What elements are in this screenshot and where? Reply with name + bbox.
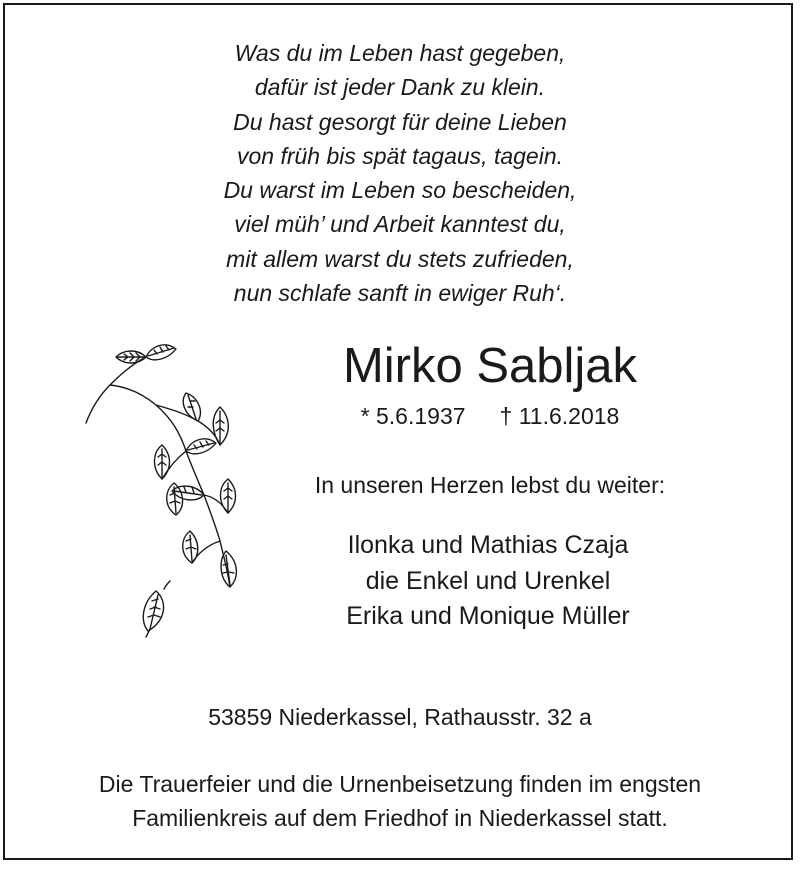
mourners-list (238, 528, 738, 635)
notice-line: Familienkreis auf dem Friedhof in Niederkassel statt. (132, 805, 668, 831)
poem-line: von früh bis spät tagaus, tagein. (236, 142, 564, 169)
poem-line: Du warst im Leben so bescheiden, (223, 177, 577, 204)
mourner-line: die Enkel und Urenkel (365, 566, 611, 595)
mourner-line: Erika und Monique Müller (346, 602, 630, 630)
poem-line: viel müh’ und Arbeit kanntest du, (234, 211, 566, 238)
poem-line: Was du im Leben hast gegeben, (234, 40, 566, 66)
mourner-line: Ilonka und Mathias Czaja (347, 531, 629, 559)
funeral-notice (0, 767, 800, 835)
poem-line: nun schlafe sanft in ewiger Ruh‘. (233, 280, 567, 307)
mourners-intro: In unseren Herzen lebst du weiter: (314, 472, 666, 498)
death-date: † 11.6.2018 (499, 403, 620, 429)
deceased-name: Mirko Sabljak (342, 339, 638, 393)
poem (0, 36, 800, 310)
birth-date: * 5.6.1937 (360, 403, 466, 429)
poem-line: mit allem warst du stets zufrieden, (226, 245, 574, 272)
notice-line: Die Trauerfeier und die Urnenbeisetzung finden im engsten (98, 771, 702, 797)
address: 53859 Niederkassel, Rathausstr. 32 a (208, 704, 592, 730)
poem-line: Du hast gesorgt für deine Lieben (233, 108, 567, 135)
birch-branch-icon (80, 335, 260, 645)
life-dates (290, 400, 690, 432)
poem-line: dafür ist jeder Dank zu klein. (254, 74, 546, 101)
